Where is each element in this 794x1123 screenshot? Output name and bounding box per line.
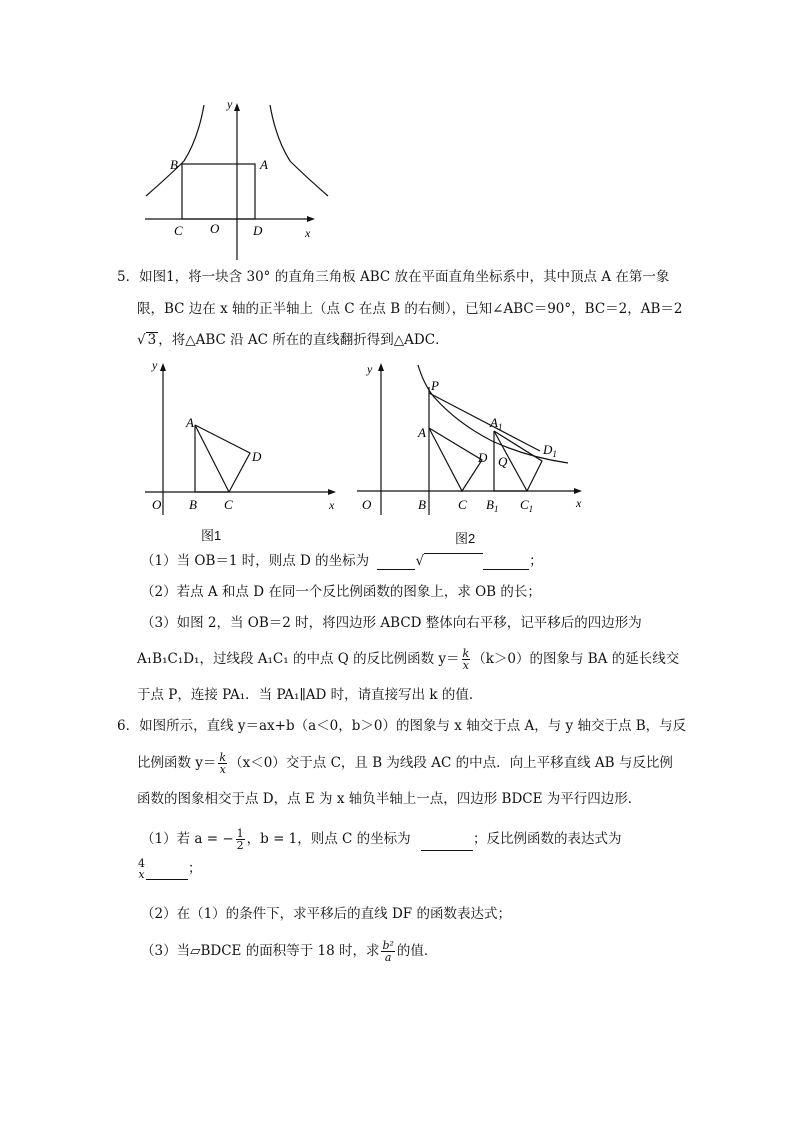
fig2-label-p: P bbox=[431, 378, 439, 393]
q6-line2-pre: 比例函数 y＝ bbox=[137, 755, 217, 771]
q5-text-1: 如图1，将一块含 30° 的直角三角板 ABC 放在平面直角坐标系中，其中顶点 A 在第一象 bbox=[139, 269, 670, 285]
label-y: y bbox=[227, 97, 233, 111]
top-figure bbox=[140, 95, 330, 265]
label-b: B bbox=[170, 157, 178, 172]
fig2-x-arrow bbox=[574, 488, 582, 494]
q5-sub1: （1）当 OB＝1 时，则点 D 的坐标为 √ ； bbox=[141, 553, 543, 569]
fig2-line-pa1 bbox=[429, 393, 540, 451]
fig2-label-b1: $B_1$ bbox=[486, 497, 499, 514]
label-x: x bbox=[305, 226, 311, 240]
fig2-label-y: y bbox=[367, 362, 373, 376]
q6-sub1-answer-blank[interactable] bbox=[421, 836, 473, 851]
fig1-y-arrow bbox=[160, 363, 166, 371]
fig2-y-arrow bbox=[378, 363, 384, 371]
q5-sub3-line2-pre: A₁B₁C₁D₁，过线段 A₁C₁ 的中点 Q 的反比例函数 y＝ bbox=[137, 651, 460, 667]
q6-sub1-post: ；反比例函数的表达式为 bbox=[472, 831, 622, 847]
q6-fraction-k-x: $\frac{k}{x}$ bbox=[219, 751, 227, 776]
fig1-x-arrow bbox=[328, 489, 336, 495]
q5-sub1-text: （1）当 OB＝1 时，则点 D 的坐标为 bbox=[141, 553, 370, 569]
hyperbola-left-branch bbox=[146, 105, 204, 196]
fig2-label-d: D bbox=[478, 450, 488, 465]
q6-sub1-end: ； bbox=[188, 860, 202, 877]
q5-sub1-sqrt-blank bbox=[424, 553, 483, 568]
q6-sub1-pre: （1）若 a = − bbox=[141, 831, 234, 847]
q6-sub1-answer-fraction: 4 x bbox=[138, 857, 145, 881]
q6-sub1-answer bbox=[137, 858, 202, 880]
q5-sub3-line2-post: （k＞0）的图象与 BA 的延长线交 bbox=[472, 651, 680, 667]
q5-sub1-answer-blank[interactable] bbox=[377, 555, 415, 570]
q6-sub2: （2）在（1）的条件下，求平移后的直线 DF 的函数表达式； bbox=[141, 906, 511, 922]
q5-sub2: （2）若点 A 和点 D 在同一个反比例函数的图象上，求 OB 的长； bbox=[141, 584, 541, 600]
q5-line3-rest: ，将△ABC 沿 AC 所在的直线翻折得到△ADC． bbox=[158, 332, 449, 348]
label-d: D bbox=[253, 223, 263, 238]
q5-sub3-line1: （3）如图 2，当 OB＝2 时，将四边形 ABCD 整体向右平移，记平移后的四边形为 bbox=[141, 615, 642, 631]
rectangle-abcd bbox=[182, 164, 255, 219]
fig2-label-o: O bbox=[362, 497, 372, 512]
q6-sub3-pre: （3）当▱BDCE 的面积等于 18 时，求 bbox=[141, 943, 380, 959]
fig2-label-d1: $D_1$ bbox=[543, 442, 557, 459]
fig1-label-c: C bbox=[224, 497, 233, 512]
q5-sub3-line2 bbox=[137, 648, 679, 671]
q5-line2: 限，BC 边在 x 轴的正半轴上（点 C 在点 B 的右侧），已知∠ABC＝90°，BC＝2，AB＝2 bbox=[137, 301, 683, 317]
fig1-triangle-abc bbox=[195, 425, 229, 492]
figure-2 bbox=[352, 355, 592, 520]
x-axis-arrow bbox=[307, 216, 315, 222]
fig2-caption: 图2 bbox=[455, 531, 476, 546]
q6-sub1-mid: ，b = 1，则点 C 的坐标为 bbox=[246, 831, 411, 847]
fig2-label-c1: $C_1$ bbox=[520, 497, 534, 514]
q6-sub1-fraction: $\frac{1}{2}$ bbox=[236, 827, 244, 852]
fig2-label-c: C bbox=[458, 497, 467, 512]
fig2-label-x: x bbox=[576, 496, 582, 510]
fig1-label-a: A bbox=[186, 415, 194, 430]
q6-sub3-post: 的值． bbox=[396, 943, 438, 959]
y-axis-arrow bbox=[234, 103, 240, 111]
q6-number: 6． bbox=[117, 718, 140, 734]
fig2-label-a1: $A_1$ bbox=[490, 415, 503, 432]
fig1-label-o: O bbox=[152, 497, 162, 512]
figure-1 bbox=[140, 355, 345, 520]
q5-sub3-line3: 于点 P，连接 PA₁．当 PA₁∥AD 时，请直接写出 k 的值． bbox=[137, 687, 483, 703]
q5-line3: √ 3 ，将△ABC 沿 AC 所在的直线翻折得到△ADC． bbox=[137, 332, 449, 348]
label-o: O bbox=[210, 221, 220, 236]
label-a: A bbox=[260, 157, 268, 172]
q6-text-1: 如图所示，直线 y＝ax+b（a＜0，b＞0）的图象与 x 轴交于点 A，与 y 轴交于点 B，与反 bbox=[139, 718, 687, 734]
q5-sub1-end: ； bbox=[529, 553, 543, 569]
fig1-caption: 图1 bbox=[201, 528, 222, 543]
q6-sub3-fraction: $\frac{\text{b²}}{a}$ bbox=[382, 939, 394, 964]
fig1-label-x: x bbox=[329, 498, 335, 512]
q6-sub1 bbox=[141, 828, 621, 851]
fig2-label-q: Q bbox=[498, 454, 508, 469]
fig1-triangle-adc bbox=[195, 425, 250, 492]
q5-sqrt-3: 3 bbox=[147, 332, 157, 348]
fig2-quad-abcd bbox=[429, 428, 482, 491]
q6-sub1-answer-line[interactable] bbox=[146, 871, 188, 880]
label-c: C bbox=[174, 223, 183, 238]
q6-line1 bbox=[117, 717, 686, 735]
fig2-label-b: B bbox=[418, 497, 426, 512]
q6-line3: 函数的图象相交于点 D，点 E 为 x 轴负半轴上一点，四边形 BDCE 为平行四边形． bbox=[137, 791, 642, 807]
q5-number: 5． bbox=[117, 269, 140, 285]
q6-sub3 bbox=[141, 940, 437, 963]
fig1-label-d: D bbox=[252, 449, 262, 464]
q6-line2-post: （x＜0）交于点 C，且 B 为线段 AC 的中点．向上平移直线 AB 与反比例 bbox=[229, 755, 673, 771]
fig2-label-a: A bbox=[418, 425, 426, 440]
q6-line2 bbox=[137, 752, 673, 775]
fig1-label-b: B bbox=[189, 497, 197, 512]
q5-sub3-fraction: $\frac{k}{x}$ bbox=[462, 647, 470, 672]
fig1-label-y: y bbox=[152, 358, 158, 372]
q5-line1 bbox=[117, 268, 669, 286]
hyperbola-right-branch bbox=[270, 105, 328, 196]
q5-sub1-answer-blank-2[interactable] bbox=[483, 555, 529, 570]
